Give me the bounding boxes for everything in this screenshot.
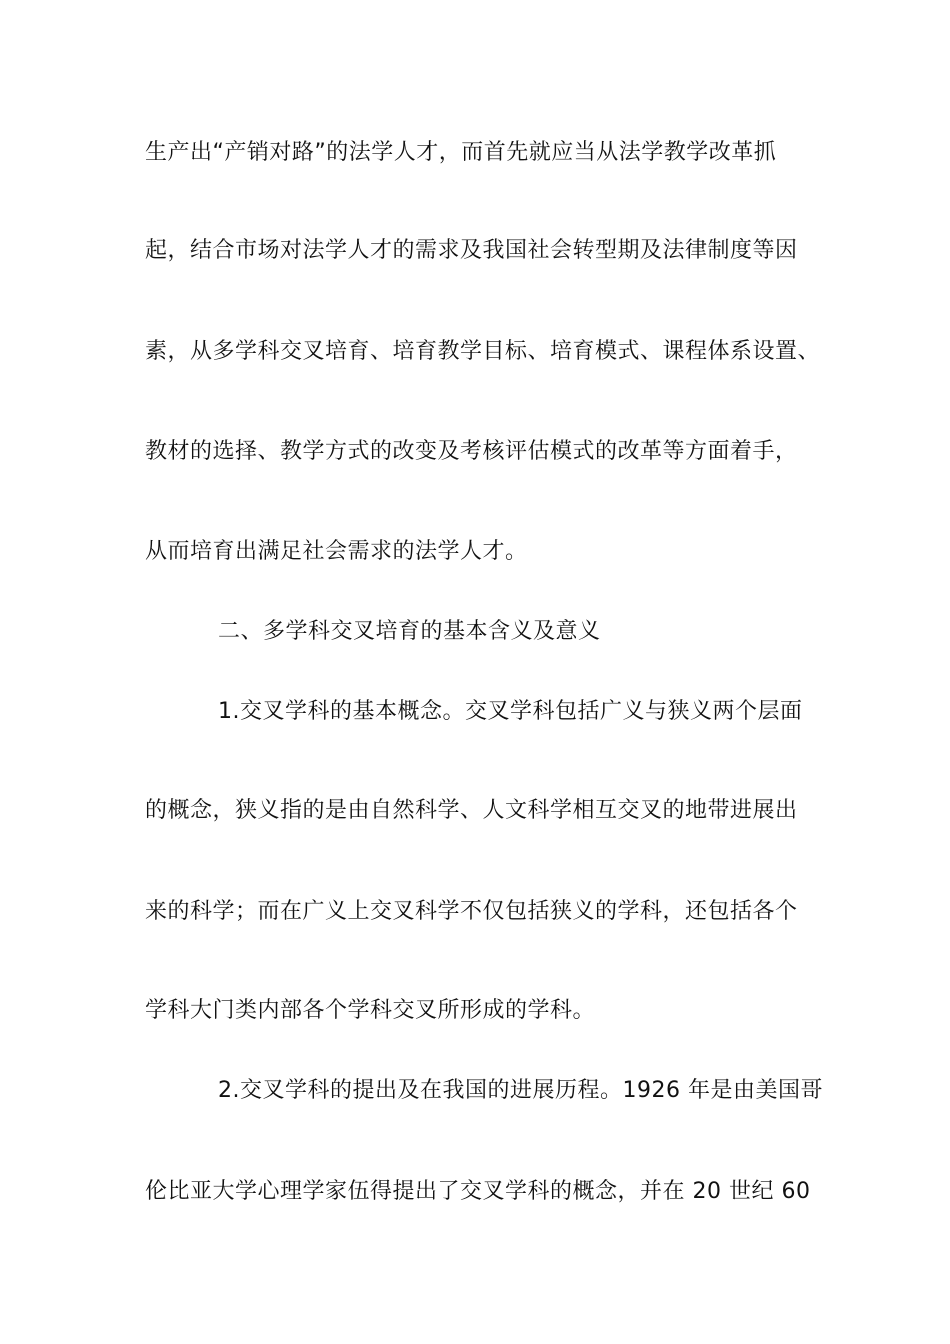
paragraph-line: 的概念，狭义指的是由自然科学、人文科学相互交叉的地带进展出 (145, 798, 798, 823)
paragraph-line: 1.交叉学科的基本概念。交叉学科包括广义与狭义两个层面 (218, 699, 803, 724)
paragraph-line: 2.交叉学科的提出及在我国的进展历程。1926 年是由美国哥 (218, 1078, 823, 1103)
paragraph-line: 来的科学；而在广义上交叉科学不仅包括狭义的学科，还包括各个 (145, 899, 798, 924)
paragraph-line: 伦比亚大学心理学家伍得提出了交叉学科的概念，并在 20 世纪 60 (145, 1179, 811, 1204)
paragraph-line: 教材的选择、教学方式的改变及考核评估模式的改革等方面着手， (145, 439, 798, 464)
paragraph-line: 起，结合市场对法学人才的需求及我国社会转型期及法律制度等因 (145, 238, 798, 263)
section-heading: 二、多学科交叉培育的基本含义及意义 (218, 619, 601, 644)
paragraph-line: 学科大门类内部各个学科交叉所形成的学科。 (145, 998, 596, 1023)
paragraph-line: 从而培育出满足社会需求的法学人才。 (145, 539, 528, 564)
paragraph-line: 素，从多学科交叉培育、培育教学目标、培育模式、课程体系设置、 (145, 339, 821, 364)
paragraph-line: 生产出“产销对路”的法学人才，而首先就应当从法学教学改革抓 (145, 140, 777, 165)
